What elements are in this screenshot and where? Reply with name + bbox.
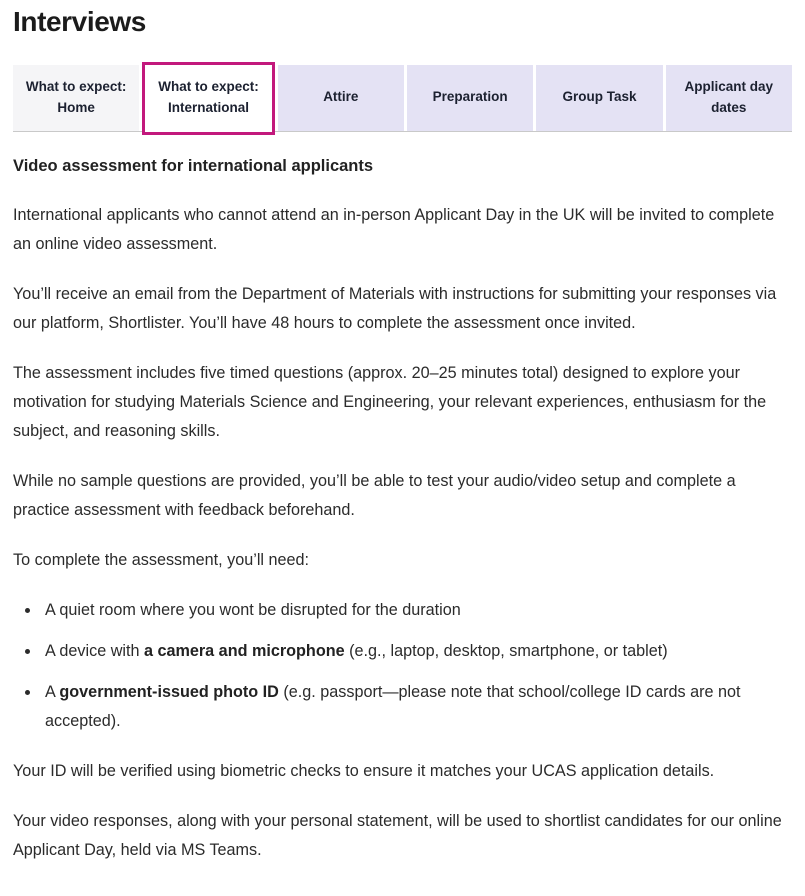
- paragraph: While no sample questions are provided, you’ll be able to test your audio/video setup and complete a practice assessment with feedback beforehand.: [13, 471, 736, 519]
- tab-what-to-expect-international[interactable]: [142, 62, 274, 135]
- tab-what-to-expect-home[interactable]: [13, 65, 139, 131]
- tab-applicant-day-dates[interactable]: [666, 65, 792, 131]
- requirements-list: [13, 596, 792, 736]
- tab-label: Preparation: [432, 89, 508, 105]
- paragraph: Your ID will be verified using biometric checks to ensure it matches your UCAS application details.: [13, 761, 715, 780]
- paragraphs-after-list: [13, 757, 792, 865]
- paragraph: Your video responses, along with your personal statement, will be used to shortlist candidates for our online Applicant Day, held via MS Teams.: [13, 811, 782, 859]
- content-area: [13, 155, 792, 865]
- tab-label: What to expect: Home: [25, 78, 127, 115]
- tab-label: Applicant day dates: [684, 78, 774, 115]
- tab-bar: [13, 65, 792, 132]
- page-title: Interviews: [13, 6, 146, 37]
- tab-group-task[interactable]: [536, 65, 662, 131]
- paragraph: You’ll receive an email from the Department of Materials with instructions for submitting your responses via our platform, Shortlister. You’ll have 48 hours to complete the assessment once invited.: [13, 284, 777, 332]
- list-intro: To complete the assessment, you’ll need:: [13, 550, 310, 569]
- tab-attire[interactable]: [278, 65, 404, 131]
- paragraph: International applicants who cannot attend an in-person Applicant Day in the UK will be invited to complete an online video assessment.: [13, 205, 775, 253]
- tab-label: Group Task: [562, 89, 637, 105]
- list-item: • A device with a camera and microphone (e.g., laptop, desktop, smartphone, or tablet): [41, 637, 792, 666]
- tab-label: Attire: [323, 89, 359, 105]
- paragraphs-before-list: [13, 201, 792, 525]
- tab-label: What to expect: International: [158, 79, 259, 116]
- section-heading: Video assessment for international applicants: [13, 156, 374, 175]
- list-item: • A quiet room where you wont be disrupted for the duration: [41, 596, 792, 625]
- paragraph: The assessment includes five timed questions (approx. 20–25 minutes total) designed to explore your motivation for studying Materials Science and Engineering, your relevant experiences, enthusiasm for the subject, and reasoning skills.: [13, 363, 767, 440]
- tab-preparation[interactable]: [407, 65, 533, 131]
- list-item: • A government-issued photo ID (e.g. passport—please note that school/college ID cards are not accepted).: [41, 678, 792, 736]
